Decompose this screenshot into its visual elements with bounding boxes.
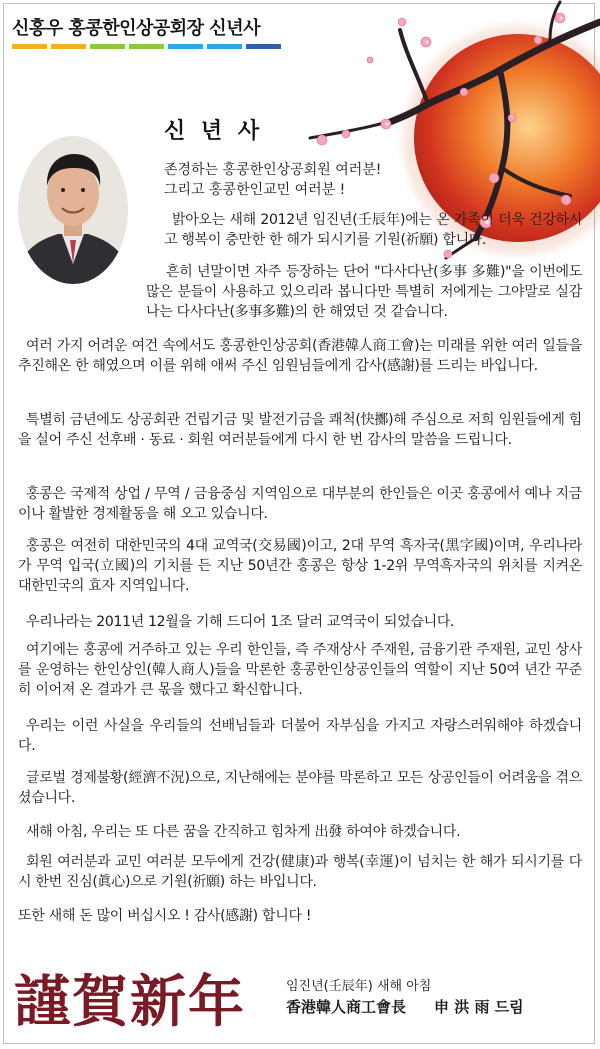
greeting xyxy=(164,160,504,200)
paragraph-2: 흔히 년말이면 자주 등장하는 단어 "다사다난(多事 多難)"을 이번에도 많은 분들이 사용하고 있으리라 봅니다만 특별히 저에게는 그야말로 실감나는 다사다난(多事多難)의 한 해였던 것 같습니다. xyxy=(146,264,582,320)
president-portrait xyxy=(18,124,128,284)
paragraph-11: 새해 아침, 우리는 또 다른 꿈을 간직하고 힘차게 出發 하여야 하겠습니다. xyxy=(26,824,461,840)
page-title: 신홍우 홍콩한인상공회장 신년사 xyxy=(12,18,260,39)
letter-heading: 신 년 사 xyxy=(164,119,264,144)
paragraph-8: 여기에는 홍콩에 거주하고 있는 우리 한인들, 즉 주재상사 주재원, 금융기관 주재원, 교민 상사를 운영하는 한인상인(韓人商人)들을 막론한 홍콩한인상공인들의 역할이 지난 50여 년간 꾸준히 이어져 온 결과가 큰 몫을 했다고 확신합니다. xyxy=(18,642,582,698)
paragraph-10: 글로벌 경제불황(經濟不況)으로, 지난해에는 분야를 막론하고 모든 상공인들이 어려움을 겪으셨습니다. xyxy=(18,770,582,806)
color-stripe xyxy=(129,44,164,49)
color-stripe xyxy=(207,44,242,49)
paragraph-9: 우리는 이런 사실을 우리들의 선배님들과 더불어 자부심을 가지고 자랑스러워해야 하겠습니다. xyxy=(18,718,582,754)
paragraph-13: 또한 새해 돈 많이 버십시오 ! 감사(感謝) 합니다 ! xyxy=(18,908,312,924)
color-stripe xyxy=(51,44,86,49)
paragraph-3: 여러 가지 어려운 여건 속에서도 홍콩한인상공회(香港韓人商工會)는 미래를 위한 여러 일들을 추진해온 한 해였으며 이를 위해 애써 주신 임원님들에게 감사(感謝)를 드리는 바입니다. xyxy=(18,338,582,374)
color-stripe xyxy=(12,44,47,49)
paragraph-6: 홍콩은 여전히 대한민국의 4대 교역국(交易國)이고, 2대 무역 흑자국(黑字國)이며, 우리나라가 무역 입국(立國)의 기치를 든 지난 50년간 홍콩은 항상 1-2위 무역흑자국의 위치를 지켜온 대한민국의 효자 지역입니다. xyxy=(18,538,582,594)
signature-line xyxy=(286,996,524,1017)
greeting-line: 존경하는 홍콩한인상공회원 여러분! xyxy=(164,162,382,178)
paragraph-1: 밝아오는 새해 2012년 임진년(壬辰年)에는 온 가족이 더욱 건강하시고 행복이 충만한 한 해가 되시기를 기원(祈願) 합니다. xyxy=(164,212,582,248)
paragraph-7: 우리나라는 2011년 12월을 기해 드디어 1조 달러 교역국이 되었습니다. xyxy=(26,614,455,630)
greeting-line: 그리고 홍콩한인교민 여러분 ! xyxy=(164,182,346,198)
paragraph-5: 홍콩은 국제적 상업 / 무역 / 금융중심 지역임으로 대부분의 한인들은 이곳 홍콩에서 예나 지금이나 활발한 경제활동을 해 오고 있습니다. xyxy=(18,486,582,522)
date-line: 임진년(壬辰年) 새해 아침 xyxy=(286,979,432,994)
color-stripes xyxy=(12,44,281,49)
color-stripe xyxy=(90,44,125,49)
color-stripe xyxy=(168,44,203,49)
paragraph-4: 특별히 금년에도 상공회관 건립기금 및 발전기금을 쾌척(快擲)해 주심으로 저희 임원들에게 힘을 실어 주신 선후배 · 동료 · 회원 여러분들에게 다시 한 번 감사의 말씀을 드립니다. xyxy=(18,412,582,448)
paragraph-12: 회원 여러분과 교민 여러분 모두에게 건강(健康)과 행복(幸運)이 넘치는 한 해가 되시기를 다시 한번 진심(眞心)으로 기원(祈願) 하는 바입니다. xyxy=(18,854,582,890)
calligraphy-greeting: 謹賀新年 xyxy=(14,969,246,1035)
signer-name: 申 洪 雨 드림 xyxy=(434,998,524,1016)
org-title: 香港韓人商工會長 xyxy=(286,998,407,1016)
